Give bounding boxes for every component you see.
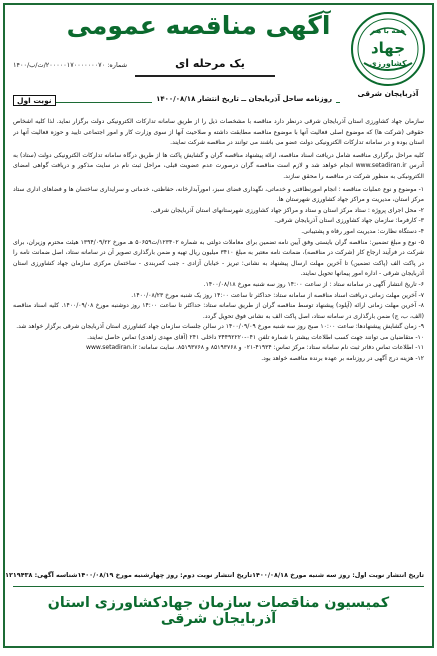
logo-caption: آذربایجان شرقی (357, 89, 419, 98)
list-item: ۱۱- اطلاعات تماس دفاتر ثبت نام سامانه ستاد: مرکز تماس: ۴۱۹۳۴-۰۲۱ و ۸۵۱۹۳۷۶۸ و ۸۵۱۹۳۷۶۸. سایت سامانه: www.setadiran.ir (86, 344, 424, 352)
list-item: ۷- آخرین مهلت زمانی دریافت اسناد مناقصه از سامانه ستاد: حداکثر تا ساعت ۱۴:۰۰ روز یک شنبه مورخ ۱۴۰۰/۰۸/۲۳. (131, 291, 424, 299)
commission-signature: کمیسیون مناقصات سازمان جهادکشاورزی استان آذربایجان شرقی (47, 595, 390, 627)
notice-stage: یک مرحله ای (175, 57, 245, 70)
tender-number: شماره: ۲۰۰۰۰۰۱۷۰۰۰۰۰۰۰۷۰/ت/ب/۱۴۰۰ (13, 61, 128, 69)
logo-word-agriculture: کشاورزی (369, 59, 407, 68)
process-paragraph: کلیه مراحل برگزاری مناقصه شامل دریافت اسناد مناقصه، ارائه پیشنهاد مناقصه گران و گشایش پاکت ها از طریق درگاه سامانه تدارکات الکترونیکی دولت (ستاد) به آدرس www.setadiran.ir انجام خواهد شد و لازم است مناقصه گران درصورت عدم عضویت قبلی، مراحل ثبت نام در سایت مذکور و دریافت گواهی امضای الکترونیکی به منظور شرکت در مناقصه را محقق سازند. (13, 151, 424, 180)
list-item: ۹- زمان گشایش پیشنهادها: ساعت ۱۰:۰۰ صبح روز سه شنبه مورخ ۱۴۰۰/۰۹/۰۹ در سالن جلسات سازمان جهاد کشاورزی استان آذربایجان شرقی برگزار خواهد شد. (16, 323, 424, 331)
jihad-agriculture-logo (350, 11, 426, 87)
notice-title: آگهی مناقصه عمومی (66, 11, 331, 40)
footer-dates (5, 571, 424, 585)
list-item: ۳- کارفرما: سازمان جهاد کشاورزی استان آذربایجان شرقی. (274, 217, 424, 225)
footer-divider (13, 586, 424, 587)
notice-body (13, 117, 424, 565)
publication-meta: روزنامه ساحل آذربایجان ــ تاریخ انتشار ۱۴۰۰/۰۸/۱۸ (152, 95, 336, 103)
ad-id: شناسه آگهی: ۱۲۱۹۴۳۸ (5, 571, 78, 579)
list-item: ۱- موضوع و نوع عملیات مناقصه : انجام امورنظافتی و خدماتی، نگهداری فضای سبز، امورآبدارخانه، حفاظتی، خدماتی و سرایداری ساختمان ها و فضاهای اداری ستاد مرکز استان، مدیریت و مراکز جهاد کشاورزی شهرستان ها. (13, 185, 424, 204)
publication-bar (13, 95, 340, 110)
turn-badge: نوبت اول (13, 95, 56, 106)
tender-notice (3, 3, 434, 648)
list-item: ۶- تاریخ انتشار آگهی در سامانه ستاد : از ساعت ۱۴:۰۰ روز سه شنبه مورخ ۱۴۰۰/۰۸/۱۸. (203, 280, 424, 288)
logo-word-jihad: جهاد (370, 39, 406, 57)
list-item: ۸- آخرین مهلت زمانی ارائه (آپلود) پیشنهاد توسط مناقصه گران از طریق سامانه ستاد: حداکثر تا ساعت ۱۴:۰۰ روز دوشنبه مورخ ۱۴۰۰/۰۹/۰۸. کلیه اسناد مناقصه (الف، ب، ج) ضمن بارگذاری در سامانه ستاد، اصل پاکت الف به نشانی فوق تحویل گردد. (13, 302, 424, 320)
second-publication-date: تاریخ انتشار نوبت دوم: روز چهارشنبه مورخ ۱۴۰۰/۰۸/۱۹ (77, 571, 253, 579)
list-item: ۵- نوع و مبلغ تضمین: مناقصه گران بایستی وفق آیین نامه تضمین برای معاملات دولتی به شماره ۱۲۳۴۰۲/ت۵۰۶۵۹ هـ مورخ ۱۳۹۴/۰۹/۲۲ هیئت محترم وزیران، برای شرکت در فرآیند ارجاع کار (شرکت در مناقصه)، ضمانت نامه معتبر به مبلغ ۳۴۱۰ میلیون ریال تهیه و ضمن بارگذاری تصویر آن در سامانه ستاد، اصل ضمانت نامه را در پاکت الف (پاکت تضمین) تا آخرین مهلت ارسال پیشنهاد به نشانی: تبریز - خیابان آزادی - جنب کمربندی - ساختمان مرکزی سازمان جهاد کشاورزی استان آذربایجان شرقی - اداره امور پیمانها تحویل نمایند. (13, 238, 424, 278)
stage-underline (135, 75, 275, 77)
list-item: ۲- محل اجرای پروژه : ستاد مرکز استان و ستاد و مراکز جهاد کشاورزی شهرستانهای استان آذربایجان شرقی. (150, 206, 424, 214)
intro-paragraph: سازمان جهاد کشاورزی استان آذربایجان شرقی درنظر دارد مناقصه با مشخصات ذیل را از طریق سامانه تدارکات الکترونیکی دولت برگزار نماید. لذا کلیه اشخاص حقوقی (شرکت ها) که موضوع اصلی فعالیت آنها با موضوع مناقصه مطابقت داشته و صلاحیت آنها از سوی وزارت کار و امور اجتماعی تایید و حوزه فعالیت آنها در استان بوده و در سامانه تدارکات الکترونیکی دولت عضو می باشند می توانند در مناقصه شرکت نمایند. (13, 118, 424, 147)
list-item: ۱۰- متقاضیان می توانند جهت کسب اطلاعات بیشتر با شماره تلفن ۰۴۱-۳۴۴۹۲۲۲۰ داخلی ۲۴۱ (آقای مهدی زاهدی) تماس حاصل نمایند. (87, 333, 424, 341)
list-item: ۴- دستگاه نظارت: مدیریت امور رفاه و پشتیبانی. (301, 227, 424, 235)
notice-header (5, 5, 432, 110)
logo-slogan: همه با هم (370, 27, 406, 35)
first-publication-date: تاریخ انتشار نوبت اول: روز سه شنبه مورخ ۱۴۰۰/۰۸/۱۸ (252, 571, 424, 579)
list-item: ۱۲- هزینه درج آگهی در روزنامه بر عهده برنده مناقصه خواهد بود. (261, 355, 424, 363)
